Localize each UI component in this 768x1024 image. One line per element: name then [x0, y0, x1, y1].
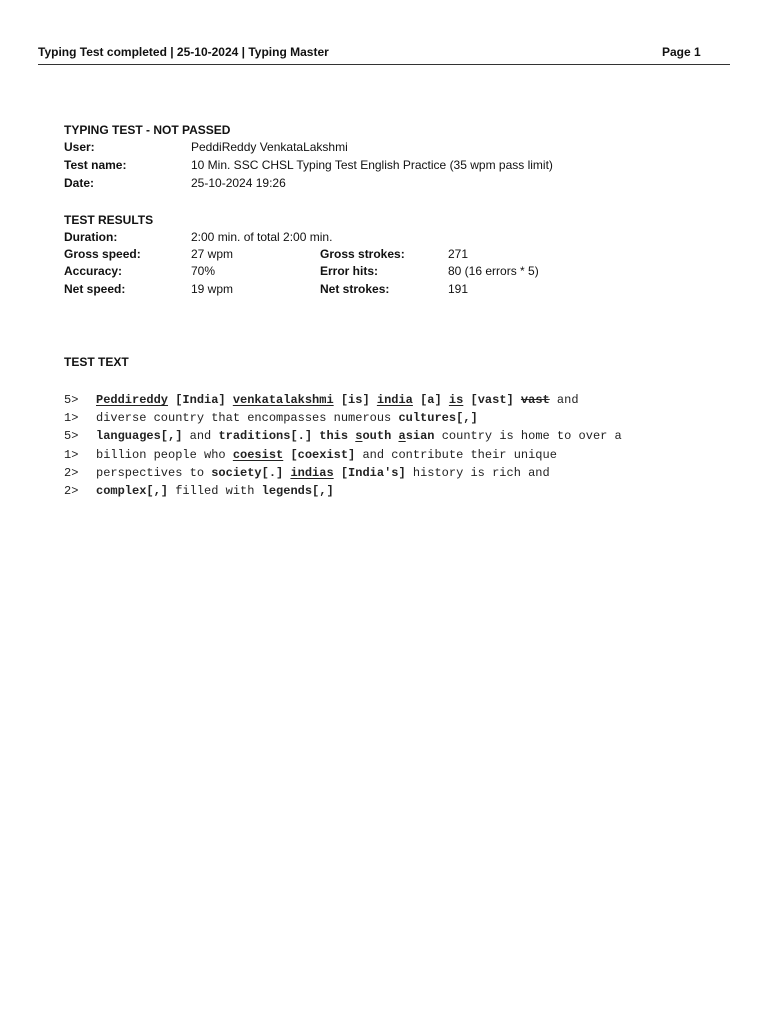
gross-speed-value: 27 wpm	[191, 247, 234, 261]
correction-text: complex[,]	[96, 483, 169, 498]
error-word: venkatalakshmi	[232, 393, 334, 407]
error-word: indias	[290, 465, 334, 480]
net-strokes-label: Net strokes:	[320, 282, 390, 296]
date-label: Date:	[64, 176, 95, 190]
page-header	[38, 44, 730, 64]
correction-text: [India's]	[333, 465, 406, 480]
correction-text: [is]	[333, 393, 377, 407]
correction-text: [vast]	[463, 393, 521, 407]
line-error-count: 5>	[64, 393, 79, 407]
error-word: s	[355, 429, 363, 444]
plain-text: diverse country that encompasses numerous	[96, 411, 399, 426]
duration-label: Duration:	[64, 230, 118, 244]
correction-text: legends[,]	[261, 483, 334, 498]
test-text-heading: TEST TEXT	[64, 355, 129, 369]
error-hits-value: 80 (16 errors * 5)	[448, 264, 539, 278]
correction-text: sian	[405, 429, 435, 444]
date-value: 25-10-2024 19:26	[191, 176, 286, 190]
plain-text: billion people who	[96, 447, 233, 462]
error-word: a	[398, 429, 406, 444]
correction-text: [coexist]	[283, 447, 356, 462]
error-hits-label: Error hits:	[320, 264, 379, 278]
correction-text: society[.]	[211, 465, 284, 480]
correction-text: languages[,]	[96, 429, 183, 444]
duration-value: 2:00 min. of total 2:00 min.	[191, 230, 333, 244]
test-results-heading: TEST RESULTS	[64, 213, 154, 227]
page-number: Page 1	[662, 45, 701, 59]
gross-strokes-value: 271	[448, 247, 469, 261]
correction-text: outh	[362, 429, 392, 444]
plain-text: country is home to over a	[434, 429, 622, 444]
net-speed-value: 19 wpm	[191, 282, 234, 296]
net-strokes-value: 191	[448, 282, 469, 296]
header-divider	[38, 64, 730, 65]
plain-text: and	[549, 393, 579, 407]
test-status-heading: TYPING TEST - NOT PASSED	[64, 123, 231, 137]
correction-text: [a]	[412, 393, 449, 407]
user-value: PeddiReddy VenkataLakshmi	[191, 140, 348, 154]
error-word: Peddireddy	[96, 393, 169, 407]
gross-strokes-label: Gross strokes:	[320, 247, 405, 261]
plain-text	[391, 429, 398, 443]
line-error-count: 2>	[64, 483, 79, 498]
plain-text: perspectives to	[96, 465, 212, 480]
user-label: User:	[64, 140, 95, 154]
correction-text: [India]	[168, 393, 233, 407]
plain-text: and contribute their unique	[355, 447, 557, 462]
error-word: coesist	[232, 447, 284, 462]
correction-text: traditions[.]	[218, 429, 313, 444]
struck-word: vast	[520, 393, 550, 407]
header-title: Typing Test completed | 25-10-2024 | Typing Master	[38, 45, 329, 59]
line-body	[96, 464, 550, 482]
test-name-value: 10 Min. SSC CHSL Typing Test English Practice (35 wpm pass limit)	[191, 158, 553, 172]
line-body	[96, 409, 478, 427]
accuracy-label: Accuracy:	[64, 264, 123, 278]
line-error-count: 2>	[64, 465, 79, 480]
plain-text: history is rich and	[405, 465, 550, 480]
line-error-count: 5>	[64, 429, 79, 444]
plain-text: filled with	[168, 483, 262, 498]
test-name-label: Test name:	[64, 158, 127, 172]
line-body	[96, 427, 622, 445]
line-body	[96, 482, 334, 500]
correction-text: this	[319, 429, 349, 444]
error-word: is	[448, 393, 464, 407]
line-body	[96, 446, 557, 464]
line-error-count: 1>	[64, 411, 79, 426]
error-word: india	[376, 393, 413, 407]
gross-speed-label: Gross speed:	[64, 247, 141, 261]
plain-text: and	[182, 429, 219, 444]
line-error-count: 1>	[64, 447, 79, 462]
line-body	[96, 391, 579, 409]
accuracy-value: 70%	[191, 264, 216, 278]
net-speed-label: Net speed:	[64, 282, 126, 296]
correction-text: cultures[,]	[398, 411, 478, 426]
